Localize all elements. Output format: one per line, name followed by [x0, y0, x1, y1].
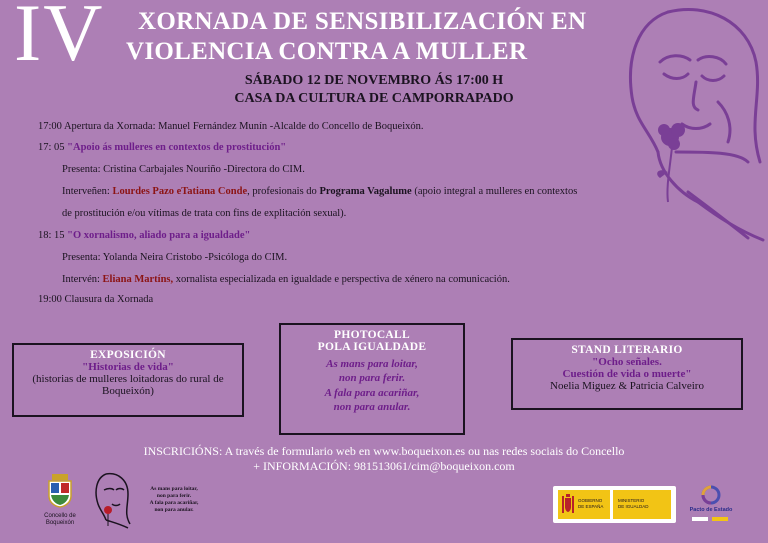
photocall-box: [279, 323, 465, 435]
session2-title: "O xornalismo, aliado para a igualdade": [67, 230, 251, 241]
speaker-prefix: Intervén:: [62, 274, 103, 285]
event-title-line1: XORNADA DE SENSIBILIZACIÓN EN: [138, 8, 587, 35]
government-logo: [553, 486, 676, 523]
ministry-line2: DE IGUALDAD: [618, 503, 649, 509]
program-closing: 19:00 Clausura da Xornada: [38, 294, 154, 305]
exposicion-desc-line1: (historias de mulleres loitadoras do rural de: [32, 373, 224, 385]
concello-name-line1: Concello de: [44, 513, 76, 519]
exposicion-desc-line2: Boqueixón): [102, 385, 154, 397]
session1-time: 17: 05: [38, 142, 68, 153]
gov-line1: GOBIERNO: [578, 498, 603, 503]
coat-of-arms-icon: [46, 474, 74, 508]
session1-title: "Apoio ás mulleres en contextos de prostitución": [67, 142, 287, 153]
woman-illustration: [598, 2, 768, 247]
photocall-heading2: POLA IGUALDADE: [317, 341, 427, 353]
concello-logo: [38, 474, 82, 536]
program-vagalume: Programa Vagalume: [319, 186, 412, 197]
photocall-quote4: non para anular.: [333, 400, 411, 413]
event-title-line2: VIOLENCIA CONTRA A MULLER: [126, 38, 528, 65]
session2-speaker: [62, 274, 510, 285]
pacto-text: Pacto de Estado: [689, 507, 733, 513]
exposicion-heading: EXPOSICIÓN: [90, 349, 166, 361]
pacto-mini-logo-2: [712, 517, 728, 521]
pacto-ring-icon: [698, 484, 724, 506]
session1-speakers-cont: de prostitución e/ou vítimas de trata con fins de explitación sexual).: [62, 208, 347, 219]
photocall-quote2: non para ferir.: [338, 372, 406, 385]
gov-line2: DE ESPAÑA: [578, 503, 604, 509]
speakers-prefix: Interveñen:: [62, 186, 113, 197]
photocall-quote1: As mans para loitar,: [326, 358, 418, 370]
speakers-names: Lourdes Pazo eTatiana Conde: [112, 186, 248, 197]
session2-presenter: Presenta: Yolanda Neira Cristobo -Psicóloga do CIM.: [62, 252, 288, 263]
government-logo-left: [558, 490, 610, 519]
stand-authors: Noelia Miguez & Patricia Calveiro: [550, 380, 704, 392]
ministry-line1: MINISTERIO: [618, 498, 645, 503]
concello-name-line2: Boqueixón: [45, 519, 75, 526]
exposicion-box: [12, 343, 244, 417]
speakers-mid: , profesionais do: [247, 186, 320, 197]
footer-quote-line4: non para anular.: [154, 506, 194, 513]
edition-numeral: IV: [14, 0, 105, 78]
footer-quote-line2: non para ferir.: [156, 492, 192, 499]
speakers-desc: (apoio integral a mulleres en contextos: [411, 186, 578, 197]
registration-info: INSCRICIÓNS: A través de formulario web en www.boqueixon.es ou nas redes sociais do Concello: [143, 444, 625, 458]
session1-speakers: [62, 186, 577, 197]
pacto-mini-logo-1: [692, 517, 708, 521]
exposicion-subtitle: "Historias de vida": [82, 361, 174, 373]
footer-quote: [136, 486, 212, 514]
ministry-text: [618, 498, 649, 510]
program-session2: [38, 230, 250, 241]
woman-logo-icon: [88, 470, 132, 530]
pacto-estado-logo: [686, 484, 736, 524]
ministry-logo: [613, 490, 671, 519]
spain-arms-icon: [561, 493, 575, 515]
stand-title-line2: Cuestión de vida o muerte": [562, 368, 692, 380]
footer-quote-line1: As mans para loitar,: [150, 486, 198, 492]
program-session1: [38, 142, 286, 153]
footer-quote-line3: A fala para acariñar,: [149, 499, 199, 506]
session2-time: 18: 15: [38, 230, 68, 241]
session1-presenter: Presenta: Cristina Carbajales Nouriño -Directora do CIM.: [62, 164, 305, 175]
stand-heading: STAND LITERARIO: [571, 344, 683, 356]
photocall-quote3: A fala para acariñar,: [324, 386, 420, 399]
program-opening: 17:00 Apertura da Xornada: Manuel Fernández Munín -Alcalde do Concello de Boqueixón.: [38, 121, 424, 132]
stand-title-line1: "Ocho señales.: [592, 356, 662, 368]
stand-box: [511, 338, 743, 410]
event-date: SÁBADO 12 DE NOVEMBRO ÁS 17:00 H: [244, 73, 504, 88]
speaker-desc: xornalista especializada en igualdade e perspectiva de xénero na comunicación.: [173, 274, 510, 285]
speaker-name: Eliana Martíns,: [102, 274, 174, 285]
gov-text: [578, 498, 603, 510]
event-venue: CASA DA CULTURA DE CAMPORRAPADO: [234, 91, 514, 106]
contact-info: + INFORMACIÓN: 981513061/cim@boqueixon.com: [253, 459, 515, 473]
photocall-heading1: PHOTOCALL: [334, 329, 410, 341]
